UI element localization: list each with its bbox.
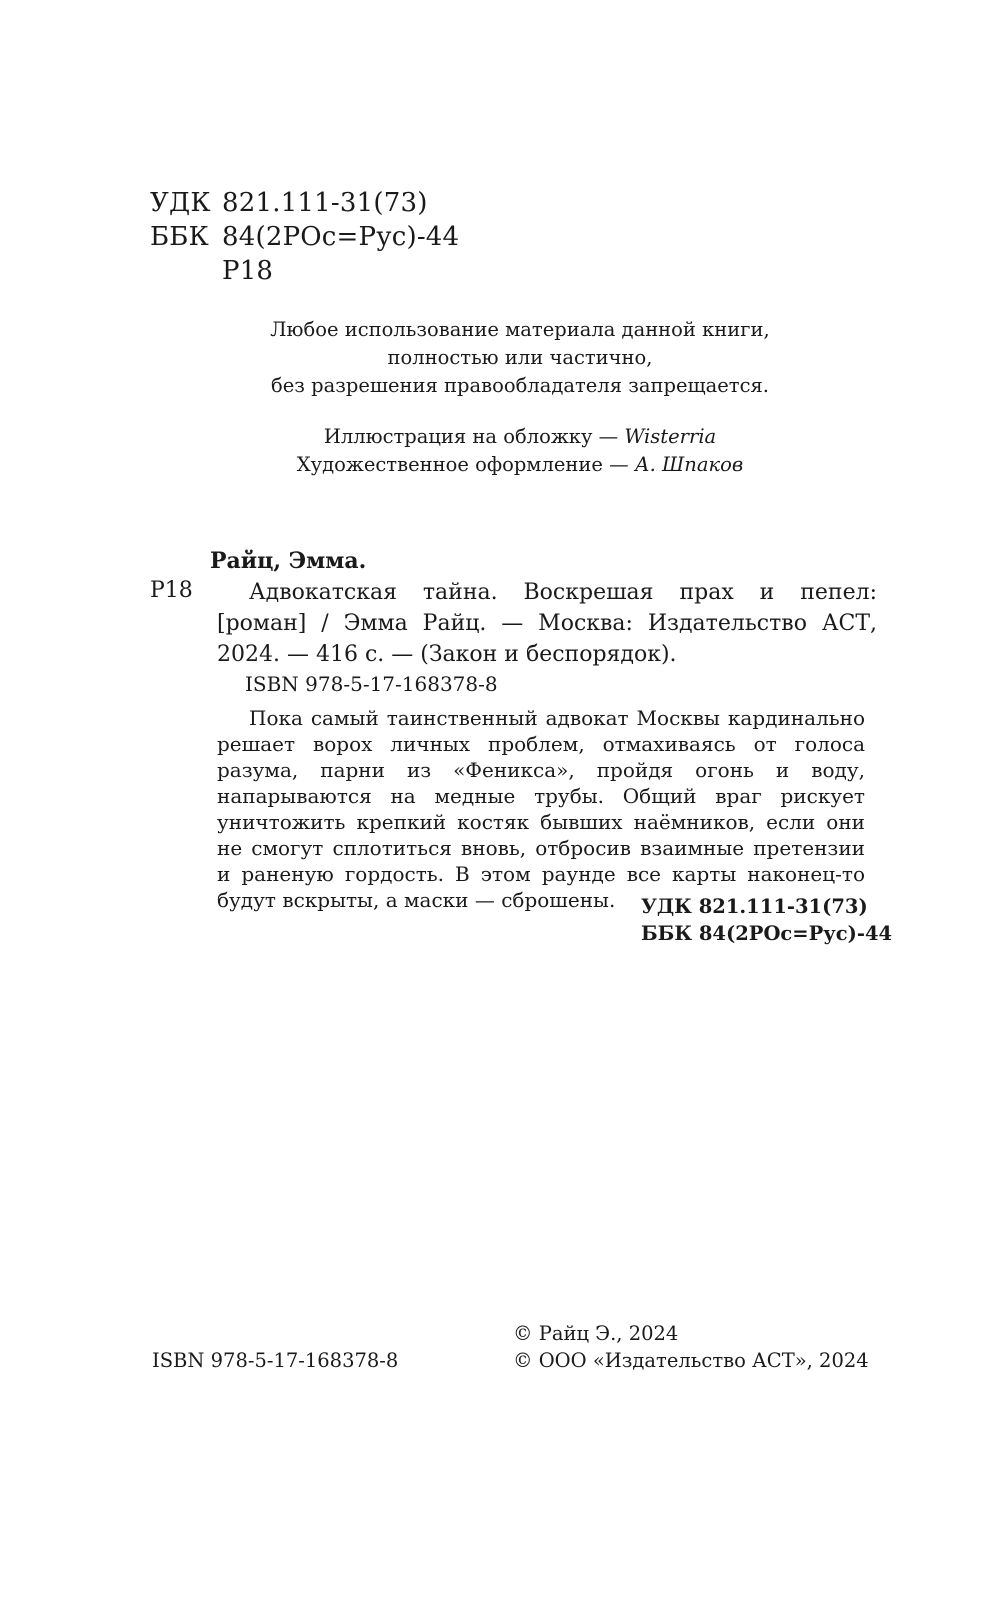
credits [200, 423, 840, 479]
record-udk: УДК 821.111-31(73) [641, 895, 868, 918]
illustration-name: Wisterria [624, 425, 717, 448]
footer-isbn: ISBN 978-5-17-168378-8 [152, 1349, 399, 1372]
illustration-label: Иллюстрация на обложку — [323, 425, 619, 448]
bbk-label: ББК [150, 222, 209, 252]
record-isbn: ISBN 978-5-17-168378-8 [245, 672, 498, 696]
record-annotation: Пока самый таинственный адвокат Москвы кардинально решает ворох личных проблем, отмахиваясь от голоса разума, парни из «Феникса», пройдя огонь и воду, напарываются на медные трубы. Общий враг рискует уничтожить крепкий костяк бывших наёмников, если они не смогут сплотиться вновь, отбросив взаимные претензии и раненую гордость. В этом раунде все карты наконец-то будут вскрыты, а маски — сброшены. [217, 706, 865, 912]
copyright-notice [200, 316, 840, 400]
notice-line-3: без разрешения правообладателя запрещается. [271, 374, 769, 397]
author-mark-top: Р18 [222, 256, 274, 286]
notice-line-2: полностью или частично, [387, 346, 653, 369]
copyright-author: © Райц Э., 2024 [513, 1322, 679, 1345]
record-description: Адвокатская тайна. Воскрешая прах и пепел: [роман] / Эмма Райц. — Москва: Издательство АСТ, 2024. — 416 с. — (Закон и беспорядок). [217, 580, 877, 667]
design-name: А. Шпаков [634, 453, 744, 476]
bbk-value: 84(2РОс=Рус)-44 [222, 222, 460, 252]
author-heading: Райц, Эмма. [210, 548, 367, 574]
udk-value: 821.111-31(73) [222, 188, 428, 218]
design-credit [200, 451, 840, 479]
udk-label: УДК [150, 188, 211, 218]
record-bbk: ББК 84(2РОс=Рус)-44 [641, 922, 893, 945]
notice-line-1: Любое использование материала данной книги, [270, 318, 770, 341]
design-label: Художественное оформление — [296, 453, 629, 476]
copyright-publisher: © ООО «Издательство АСТ», 2024 [513, 1349, 869, 1372]
author-mark-record: Р18 [150, 578, 193, 603]
illustration-credit [200, 423, 840, 451]
